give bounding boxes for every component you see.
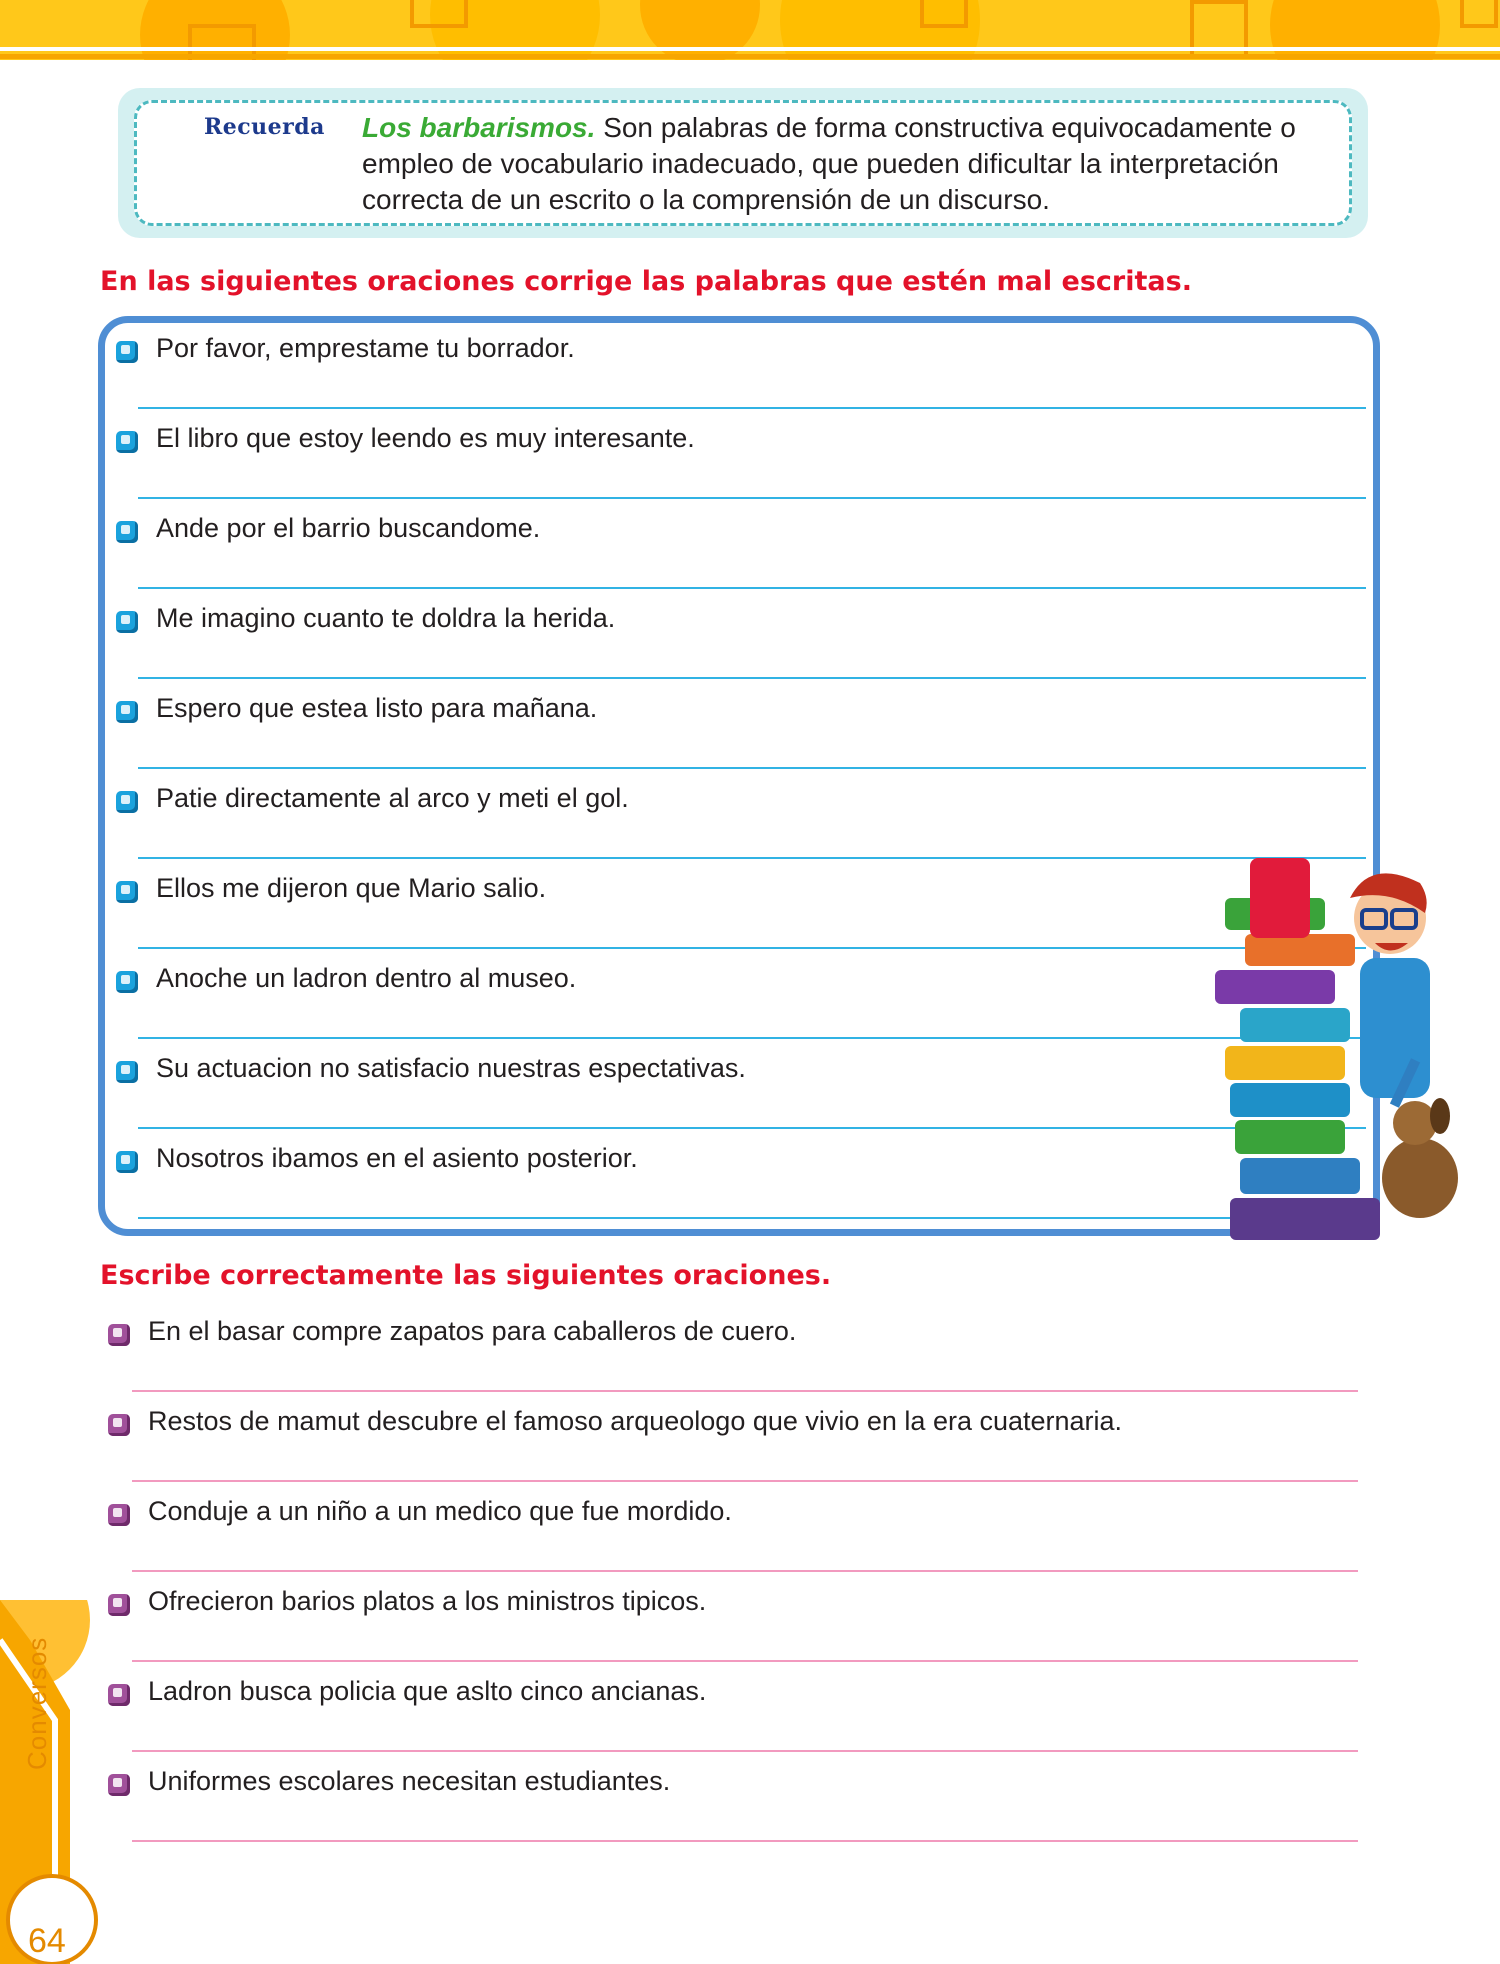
answer-line[interactable] — [132, 1480, 1358, 1482]
checkbox-bullet-icon — [116, 791, 138, 813]
checkbox-bullet-icon — [116, 611, 138, 633]
checkbox-bullet-icon — [116, 431, 138, 453]
answer-line[interactable] — [138, 1217, 1366, 1219]
book-icon — [1240, 1008, 1350, 1042]
section1-item-text: Patie directamente al arco y meti el gol. — [156, 783, 629, 813]
dog-icon — [1382, 1138, 1458, 1218]
book-icon — [1215, 970, 1335, 1004]
answer-line[interactable] — [132, 1840, 1358, 1842]
book-icon — [1235, 1120, 1345, 1154]
page-number: 64 — [28, 1922, 66, 1960]
section1-item-text: Ellos me dijeron que Mario salio. — [156, 873, 547, 903]
book-icon — [1245, 934, 1355, 966]
section2-item-text: Uniformes escolares necesitan estudiantes. — [148, 1766, 671, 1796]
section2-heading: Escribe correctamente las siguientes oraciones. — [100, 1260, 832, 1291]
checkbox-bullet-icon — [116, 971, 138, 993]
answer-line[interactable] — [138, 857, 1366, 859]
checkbox-bullet-icon — [108, 1774, 130, 1796]
answer-line[interactable] — [132, 1390, 1358, 1392]
answer-line[interactable] — [138, 587, 1366, 589]
book-icon — [1240, 1158, 1360, 1194]
recuerda-definition-text: Son palabras de forma constructiva equivocadamente o empleo de vocabulario inadecuado, que pueden dificultar la interpretación correcta de un escrito o la comprensión de un discurso. — [362, 112, 1296, 215]
answer-line[interactable] — [138, 497, 1366, 499]
answer-line[interactable] — [132, 1660, 1358, 1662]
checkbox-bullet-icon — [116, 1151, 138, 1173]
book-icon — [1230, 1198, 1380, 1240]
section1-item-text: Por favor, emprestame tu borrador. — [156, 333, 575, 363]
answer-line[interactable] — [138, 1037, 1366, 1039]
section1-item-text: Espero que estea listo para mañana. — [156, 693, 598, 723]
section1-item-text: Anoche un ladron dentro al museo. — [156, 963, 577, 993]
answer-line[interactable] — [132, 1570, 1358, 1572]
answer-line[interactable] — [138, 677, 1366, 679]
section1-item-text: Me imagino cuanto te doldra la herida. — [156, 603, 616, 633]
checkbox-bullet-icon — [108, 1594, 130, 1616]
book-icon — [1230, 1083, 1350, 1117]
section1-item-text: Su actuacion no satisfacio nuestras espectativas. — [156, 1053, 746, 1083]
section2-item-text: Conduje a un niño a un medico que fue mordido. — [148, 1496, 732, 1526]
checkbox-bullet-icon — [108, 1324, 130, 1346]
student-books-illustration — [1200, 858, 1470, 1258]
section2-item-text: Ladron busca policia que aslto cinco ancianas. — [148, 1676, 707, 1706]
answer-line[interactable] — [138, 947, 1366, 949]
book-icon — [1225, 1046, 1345, 1080]
section1-item-text: El libro que estoy leendo es muy interesante. — [156, 423, 695, 453]
answer-line[interactable] — [138, 1127, 1366, 1129]
recuerda-term: Los barbarismos. — [362, 112, 596, 143]
checkbox-bullet-icon — [116, 341, 138, 363]
answer-line[interactable] — [132, 1750, 1358, 1752]
checkbox-bullet-icon — [116, 521, 138, 543]
checkbox-bullet-icon — [108, 1504, 130, 1526]
boy-shirt-icon — [1360, 958, 1430, 1098]
answer-line[interactable] — [138, 407, 1366, 409]
section1-item-text: Nosotros ibamos en el asiento posterior. — [156, 1143, 638, 1173]
section1-frame — [98, 316, 1380, 1236]
checkbox-bullet-icon — [108, 1414, 130, 1436]
section2-item-text: Ofrecieron barios platos a los ministros tipicos. — [148, 1586, 707, 1616]
section2-item-text: En el basar compre zapatos para caballeros de cuero. — [148, 1316, 797, 1346]
section2-item-text: Restos de mamut descubre el famoso arqueologo que vivio en la era cuaternaria. — [148, 1406, 1123, 1436]
top-banner — [0, 0, 1500, 60]
book-icon — [1250, 858, 1310, 938]
side-tab-label: Conversos — [22, 1636, 52, 1770]
answer-line[interactable] — [138, 767, 1366, 769]
section1-heading: En las siguientes oraciones corrige las palabras que estén mal escritas. — [100, 266, 1192, 297]
checkbox-bullet-icon — [108, 1684, 130, 1706]
recuerda-label: Recuerda — [204, 114, 325, 140]
checkbox-bullet-icon — [116, 701, 138, 723]
checkbox-bullet-icon — [116, 1061, 138, 1083]
side-tab — [0, 1600, 110, 1964]
recuerda-definition — [362, 110, 1332, 218]
checkbox-bullet-icon — [116, 881, 138, 903]
section1-item-text: Ande por el barrio buscandome. — [156, 513, 541, 543]
